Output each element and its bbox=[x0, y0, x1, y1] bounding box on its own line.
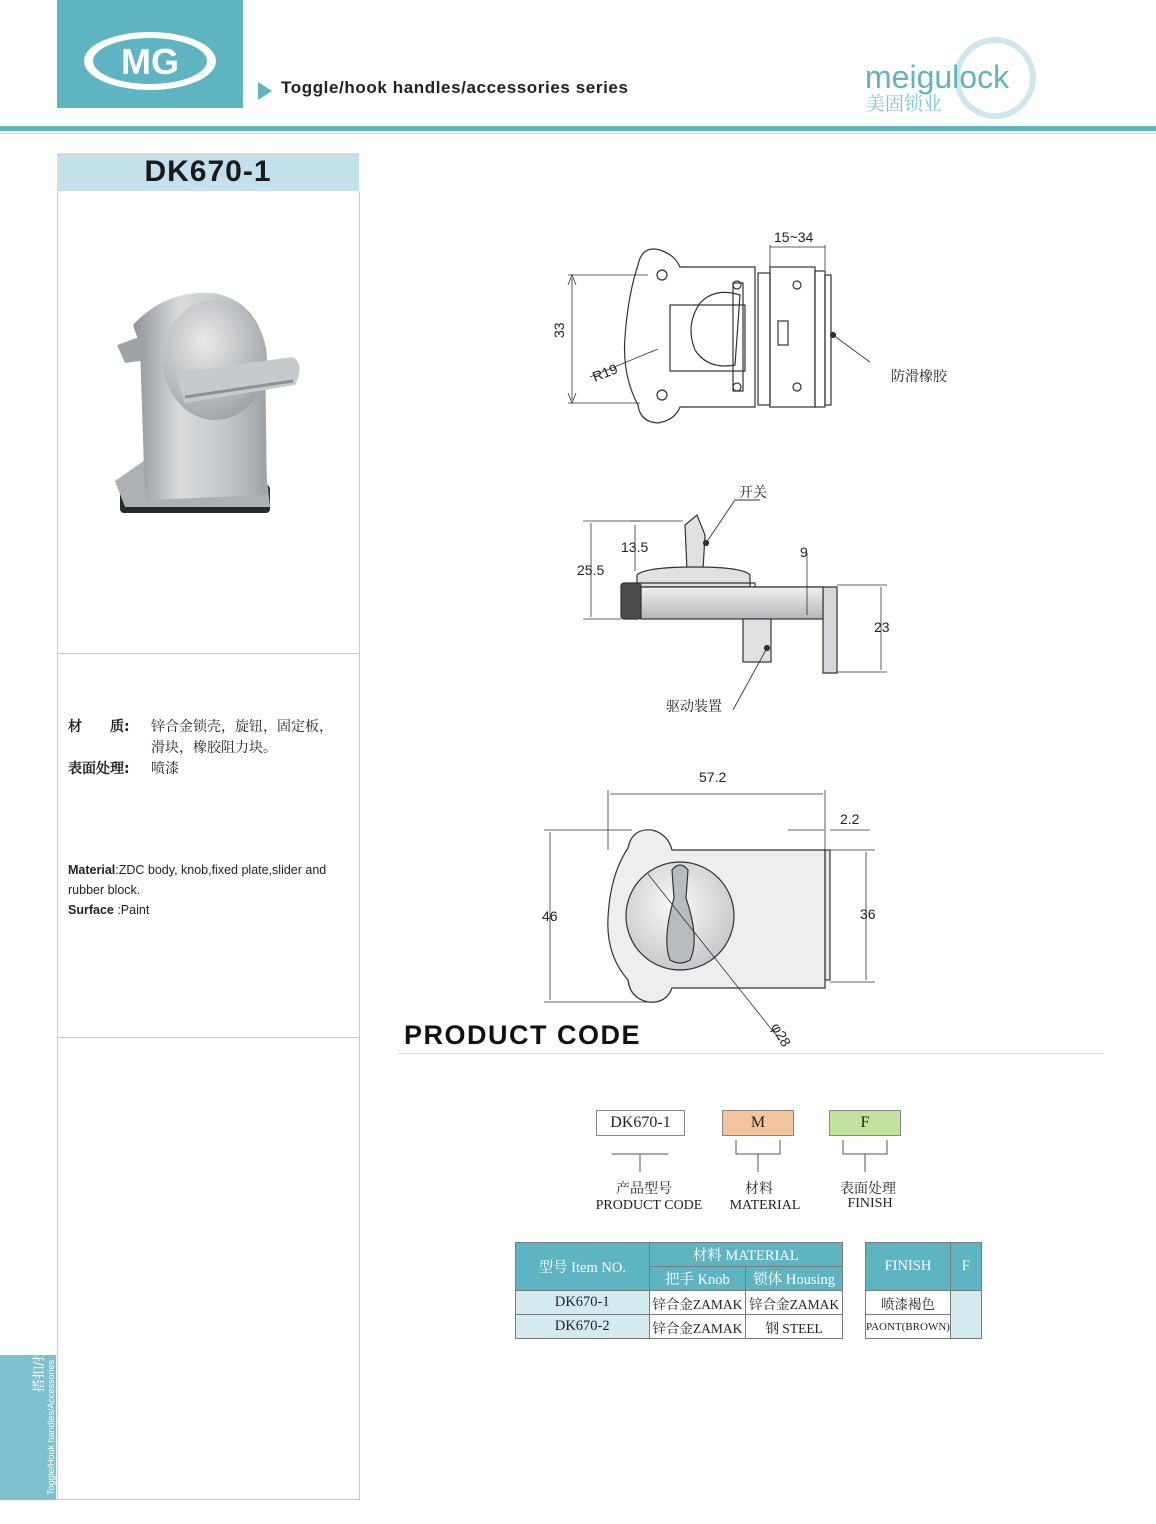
spec-surface-value: 喷漆 bbox=[151, 761, 179, 777]
spec-en-material-line2: rubber block. bbox=[68, 883, 141, 897]
code-box-finish: F bbox=[829, 1110, 901, 1136]
table-row bbox=[516, 1291, 843, 1315]
th-knob: 把手 Knob bbox=[649, 1267, 746, 1291]
left-col-divider-2 bbox=[57, 1037, 360, 1038]
header-divider-thin bbox=[0, 133, 1156, 134]
dim-side-hook: 23 bbox=[874, 619, 890, 635]
dim-front-diameter: φ28 bbox=[768, 1020, 795, 1050]
spec-en-surface-value: :Paint bbox=[113, 903, 150, 917]
model-title: DK670-1 bbox=[144, 155, 272, 188]
th-finish-code: F bbox=[950, 1243, 981, 1291]
table-row bbox=[516, 1315, 843, 1339]
th-item-no: 型号 Item NO. bbox=[516, 1243, 650, 1291]
cell-item: DK670-2 bbox=[516, 1315, 650, 1339]
side-tab-en: Toggle/Hook handles/Accessories bbox=[46, 1359, 56, 1495]
dim-front-width: 57.2 bbox=[699, 769, 727, 785]
cell-finish-en: PAONT(BROWN) bbox=[866, 1315, 951, 1339]
header-divider bbox=[0, 126, 1156, 131]
cell-finish-blank bbox=[950, 1291, 981, 1339]
code-caption-model-cn: 产品型号 bbox=[616, 1181, 672, 1197]
th-material: 材料 MATERIAL bbox=[649, 1243, 842, 1267]
spec-en-block bbox=[68, 860, 358, 920]
code-box-model: DK670-1 bbox=[596, 1110, 685, 1136]
finish-table bbox=[865, 1242, 982, 1339]
cell-finish-cn: 喷漆褐色 bbox=[866, 1291, 951, 1315]
code-caption-finish-en: FINISH bbox=[847, 1196, 893, 1211]
code-connectors bbox=[590, 1136, 910, 1176]
series-arrow-icon bbox=[258, 82, 272, 100]
dim-side-total: 25.5 bbox=[577, 562, 605, 578]
dim-top-radius: R19 bbox=[590, 360, 620, 385]
label-anti-slip-rubber: 防滑橡胶 bbox=[891, 369, 947, 385]
code-caption-material-en: MATERIAL bbox=[729, 1198, 801, 1213]
product-photo bbox=[105, 285, 305, 530]
label-switch: 开关 bbox=[739, 485, 767, 501]
dim-side-gap: 9 bbox=[800, 544, 808, 560]
side-tab-cn: 搭扣/拉手/附件 bbox=[32, 1305, 47, 1392]
drawing-front-view bbox=[540, 790, 880, 1045]
mg-logo bbox=[82, 30, 218, 92]
cell-item: DK670-1 bbox=[516, 1291, 650, 1315]
brand-logo bbox=[860, 36, 1080, 124]
dim-front-height: 46 bbox=[542, 908, 558, 924]
spec-en-material-line1: :ZDC body, knob,fixed plate,slider and bbox=[115, 863, 327, 877]
th-housing: 锁体 Housing bbox=[746, 1267, 843, 1291]
product-code-title: PRODUCT CODE bbox=[404, 1020, 642, 1050]
code-caption-finish-cn: 表面处理 bbox=[840, 1181, 896, 1197]
dim-front-lip: 2.2 bbox=[840, 811, 860, 827]
spec-material-label: 材 质: bbox=[68, 719, 130, 735]
dim-side-knob: 13.5 bbox=[621, 539, 649, 555]
left-col-divider-bottom bbox=[57, 1499, 360, 1500]
drawing-top-view bbox=[540, 225, 870, 435]
cell-housing: 锌合金ZAMAK bbox=[746, 1291, 843, 1315]
left-col-border-right bbox=[359, 191, 360, 1499]
spec-en-material-label: Material bbox=[68, 863, 116, 877]
product-code-divider bbox=[398, 1053, 1103, 1054]
spec-en-surface-label: Surface bbox=[68, 903, 114, 917]
cell-knob: 锌合金ZAMAK bbox=[649, 1315, 746, 1339]
cell-knob: 锌合金ZAMAK bbox=[649, 1291, 746, 1315]
dim-top-width: 15~34 bbox=[774, 229, 814, 245]
material-table bbox=[515, 1242, 843, 1339]
series-title: Toggle/hook handles/accessories series bbox=[281, 78, 629, 97]
left-col-divider-1 bbox=[57, 653, 360, 654]
spec-material-line1: 锌合金锁壳，旋钮，固定板， bbox=[151, 719, 333, 735]
spec-material-line2: 滑块，橡胶阻力块。 bbox=[151, 740, 277, 756]
spec-surface-label: 表面处理: bbox=[68, 761, 130, 777]
drawing-side-view bbox=[575, 495, 895, 710]
code-box-material: M bbox=[722, 1110, 794, 1136]
dim-top-height: 33 bbox=[551, 322, 567, 338]
code-caption-material-cn: 材料 bbox=[745, 1181, 773, 1197]
code-caption-model-en: PRODUCT CODE bbox=[595, 1198, 703, 1213]
brand-cn: 美固锁业 bbox=[866, 93, 943, 115]
cell-housing: 钢 STEEL bbox=[746, 1315, 843, 1339]
label-drive-device: 驱动装置 bbox=[666, 699, 722, 715]
logo-text: MG bbox=[121, 41, 179, 82]
left-col-border-left bbox=[57, 191, 58, 1499]
dim-front-inner: 36 bbox=[860, 906, 876, 922]
logo-box bbox=[57, 0, 243, 108]
brand-en: meigulock bbox=[865, 59, 1010, 95]
th-finish: FINISH bbox=[866, 1243, 951, 1291]
